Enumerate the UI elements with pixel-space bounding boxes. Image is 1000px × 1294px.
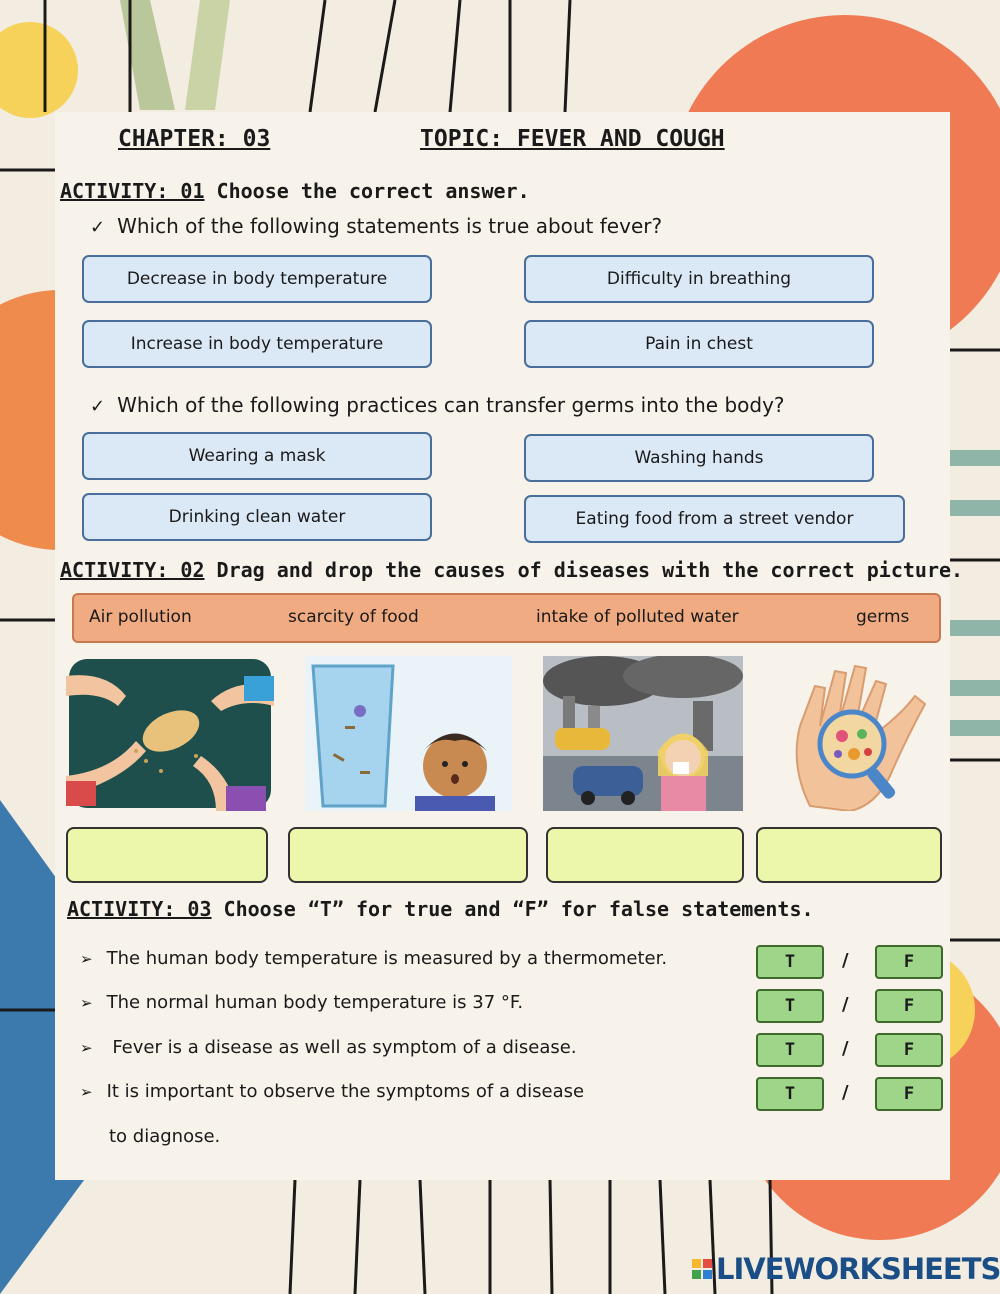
draggable-word[interactable]: intake of polluted water (536, 607, 739, 627)
true-button[interactable]: T (756, 1033, 824, 1067)
chapter-title: CHAPTER: 03 (118, 126, 271, 152)
activity2-instruction: Drag and drop the causes of diseases with the correct picture. (216, 558, 964, 582)
true-button[interactable]: T (756, 945, 824, 979)
answer-option[interactable]: Drinking clean water (82, 493, 432, 541)
activity3-label: ACTIVITY: 03 (67, 897, 212, 921)
activity3-instruction: Choose “T” for true and “F” for false statements. (223, 897, 814, 921)
arrow-bullet-icon: ➢ (80, 1083, 93, 1101)
liveworksheets-logo-icon (692, 1259, 712, 1279)
separator: / (842, 1082, 849, 1103)
statement-3: ➢ Fever is a disease as well as symptom of a disease. (80, 1037, 577, 1058)
statement-4: ➢ It is important to observe the symptoms of a disease (80, 1081, 585, 1102)
brand-name: LIVEWORKSHEETS (716, 1252, 1000, 1286)
question-1 (90, 214, 662, 238)
activity1-label: ACTIVITY: 01 (60, 179, 205, 203)
answer-option[interactable]: Decrease in body temperature (82, 255, 432, 303)
false-button[interactable]: F (875, 1033, 943, 1067)
question-2 (90, 393, 785, 417)
false-button[interactable]: F (875, 989, 943, 1023)
false-button[interactable]: F (875, 1077, 943, 1111)
activity3-heading (67, 897, 814, 921)
boy-with-polluted-water-glass-icon (305, 656, 512, 811)
true-button[interactable]: T (756, 989, 824, 1023)
activity1-heading (60, 179, 530, 203)
arrow-bullet-icon: ➢ (80, 950, 93, 968)
separator: / (842, 950, 849, 971)
statement-4-continuation: to diagnose. (109, 1126, 221, 1147)
answer-option[interactable]: Eating food from a street vendor (524, 495, 905, 543)
topic-title: TOPIC: FEVER AND COUGH (420, 126, 725, 152)
drop-zone[interactable] (288, 827, 528, 883)
answer-option[interactable]: Difficulty in breathing (524, 255, 874, 303)
answer-option[interactable]: Pain in chest (524, 320, 874, 368)
answer-option[interactable]: Increase in body temperature (82, 320, 432, 368)
separator: / (842, 994, 849, 1015)
draggable-word[interactable]: scarcity of food (288, 607, 419, 627)
drop-zone[interactable] (546, 827, 744, 883)
draggable-word[interactable]: Air pollution (89, 607, 192, 627)
statement-1: ➢ The human body temperature is measured by a thermometer. (80, 948, 668, 969)
hands-grabbing-bread-icon (66, 656, 274, 811)
arrow-bullet-icon: ➢ (80, 1039, 93, 1057)
liveworksheets-logo (692, 1252, 1000, 1286)
separator: / (842, 1038, 849, 1059)
activity2-label: ACTIVITY: 02 (60, 558, 205, 582)
question-2-text: Which of the following practices can transfer germs into the body? (117, 393, 785, 417)
germs-in-hand-icon (780, 656, 942, 811)
true-button[interactable]: T (756, 1077, 824, 1111)
question-1-text: Which of the following statements is true about fever? (117, 214, 663, 238)
activity1-instruction: Choose the correct answer. (216, 179, 530, 203)
activity2-heading (60, 558, 963, 582)
drop-zone[interactable] (66, 827, 268, 883)
answer-option[interactable]: Wearing a mask (82, 432, 432, 480)
checkmark-icon: ✓ (90, 217, 106, 238)
statement-2: ➢ The normal human body temperature is 37 °F. (80, 992, 524, 1013)
checkmark-icon: ✓ (90, 396, 106, 417)
answer-option[interactable]: Washing hands (524, 434, 874, 482)
drop-zone[interactable] (756, 827, 942, 883)
false-button[interactable]: F (875, 945, 943, 979)
draggable-word[interactable]: germs (856, 607, 910, 627)
city-air-pollution-icon (543, 656, 743, 811)
word-bank (72, 593, 941, 643)
arrow-bullet-icon: ➢ (80, 994, 93, 1012)
